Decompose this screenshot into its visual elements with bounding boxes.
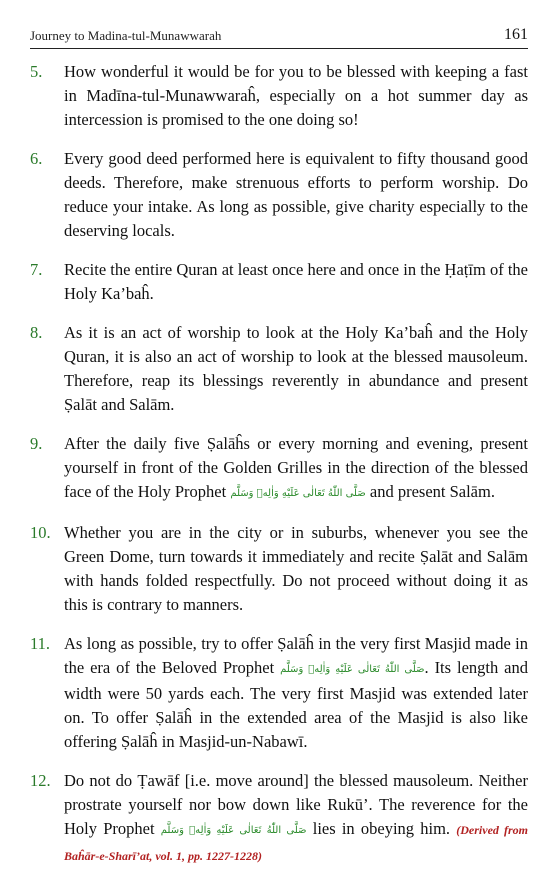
item-text-after: . Its length and width were 50 yards each. The very first Masjid was extended later on. To offer Ṣalāĥ in the extended area of the Masjid is also like offering Ṣalāĥ in Masjid-un-Nabawī. bbox=[64, 658, 528, 751]
numbered-list bbox=[30, 60, 528, 883]
item-text bbox=[64, 432, 528, 506]
item-text: How wonderful it would be for you to be blessed with keeping a fast in Madīna-tul-Munawwaraĥ, especially on a hot summer day as intercession is promised to the one doing so! bbox=[64, 62, 528, 129]
item-text-before: After the daily five Ṣalāĥs or every morning and evening, present yourself in front of the Golden Grilles in the direction of the blessed face of the Holy Prophet bbox=[64, 434, 528, 501]
list-item bbox=[30, 632, 528, 754]
item-number: 7. bbox=[30, 260, 43, 279]
item-number: 6. bbox=[30, 149, 43, 168]
item-text: Recite the entire Quran at least once here and once in the Ḥaṭīm of the Holy Ka’baĥ. bbox=[64, 260, 528, 303]
list-item bbox=[30, 521, 528, 617]
list-item bbox=[30, 60, 528, 132]
item-text: Every good deed performed here is equivalent to fifty thousand good deeds. Therefore, make strenuous efforts to perform worship. Do reduce your intake. As long as possible, give charity especially to the deserving locals. bbox=[64, 149, 528, 240]
item-text-before: As long as possible, try to offer Ṣalāĥ in the very first Masjid made in the era of the Beloved Prophet bbox=[64, 634, 528, 677]
honorific-calligraphy: صَلَّى اللّٰهُ تَعَالٰى عَلَيْهِ وَاٰلِهٖ وَسَلَّم bbox=[160, 825, 307, 836]
list-item bbox=[30, 432, 528, 506]
list-item bbox=[30, 769, 528, 868]
page-number: 161 bbox=[504, 26, 528, 43]
list-item bbox=[30, 321, 528, 417]
item-number: 12. bbox=[30, 771, 51, 790]
page-header bbox=[30, 18, 528, 49]
item-text: Whether you are in the city or in suburbs, whenever you see the Green Dome, turn towards it immediately and recite Ṣalāt and Salām with hands folded respectfully. Do not proceed without doing it as this is contrary to manners. bbox=[64, 523, 528, 614]
item-number: 5. bbox=[30, 62, 43, 81]
item-number: 9. bbox=[30, 434, 43, 453]
item-text: As it is an act of worship to look at the Holy Ka’baĥ and the Holy Quran, it is also an act of worship to look at the blessed mausoleum. Therefore, reap its blessings reverently in abundance and present Ṣalāt and Salām. bbox=[64, 323, 528, 414]
list-item bbox=[30, 147, 528, 243]
honorific-calligraphy: صَلَّى اللّٰهُ تَعَالٰى عَلَيْهِ وَاٰلِهٖ وَسَلَّم bbox=[230, 488, 366, 499]
item-text-after: and present Salām. bbox=[369, 482, 495, 501]
running-title: Journey to Madina-tul-Munawwarah bbox=[30, 28, 222, 43]
list-item bbox=[30, 258, 528, 306]
honorific-calligraphy: صَلَّى اللّٰهُ تَعَالٰى عَلَيْهِ وَاٰلِهٖ وَسَلَّم bbox=[280, 664, 425, 675]
item-text bbox=[64, 769, 528, 868]
item-number: 10. bbox=[30, 523, 51, 542]
item-text-after: lies in obeying him. bbox=[312, 819, 451, 838]
item-number: 11. bbox=[30, 634, 51, 653]
item-number: 8. bbox=[30, 323, 43, 342]
item-text bbox=[64, 632, 528, 754]
citation: (Derived from Baĥār-e-Sharī’at, vol. 1, pp. 1227-1228) bbox=[64, 823, 528, 863]
item-text-before: Do not do Ṭawāf [i.e. move around] the blessed mausoleum. Neither prostrate yourself nor bow down like Rukū’. The reverence for the Holy Prophet bbox=[64, 771, 528, 838]
